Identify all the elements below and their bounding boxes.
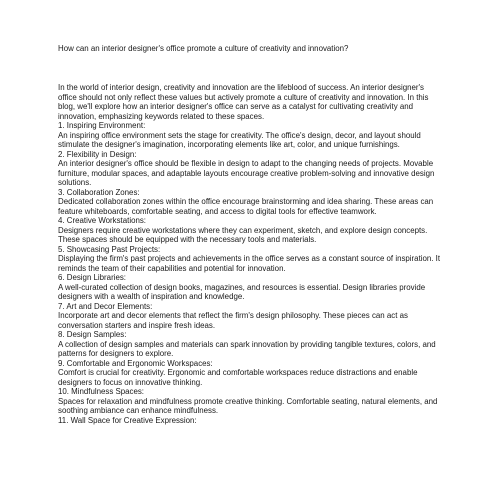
section-heading: 11. Wall Space for Creative Expression: (58, 415, 197, 425)
section-heading: 3. Collaboration Zones: (58, 187, 140, 197)
section-body: Dedicated collaboration zones within the office encourage brainstorming and idea sharing. These areas can feature whiteboards, comfortable seating, and access to digital tools for effective teamwork. (58, 197, 434, 216)
section-heading: 8. Design Samples: (58, 330, 127, 339)
section-heading: 9. Comfortable and Ergonomic Workspaces: (58, 358, 213, 368)
section-heading: 5. Showcasing Past Projects: (58, 244, 161, 254)
section-body: An inspiring office environment sets the stage for creativity. The office's design, decor, and layout should stimulate the designer's imagination, incorporating elements like art, color, and unique furnishings. (58, 130, 421, 149)
section-body: Designers require creative workstations where they can experiment, sketch, and explore design concepts. These spaces should be equipped with the necessary tools and materials. (58, 225, 428, 244)
section-heading: 7. Art and Decor Elements: (58, 301, 153, 311)
section-body: An interior designer's office should be flexible in design to adapt to the changing needs of projects. Movable furniture, modular spaces, and adaptable layouts encourage creative problem-solving and innovative design solutions. (58, 159, 435, 187)
question-heading: How can an interior designer's office promote a culture of creativity and innovation? (58, 44, 349, 53)
section-body: Displaying the firm's past projects and achievements in the office serves as a constant source of inspiration. It reminds the team of their capabilities and potential for innovation. (58, 254, 441, 273)
intro-paragraph: In the world of interior design, creativity and innovation are the lifeblood of success. An interior designer's office should not only reflect these values but actively promote a culture of creativity and innovation. In this blog, we'll explore how an interior designer's office can serve as a catalyst for cultivating creativity and innovation, emphasizing keywords related to these spaces. (58, 83, 429, 121)
section-heading: 6. Design Libraries: (58, 273, 126, 282)
section-body: Spaces for relaxation and mindfulness promote creative thinking. Comfortable seating, natural elements, and soothing ambiance can enhance mindfulness. (58, 396, 438, 415)
section-body: Incorporate art and decor elements that reflect the firm's design philosophy. These pieces can act as conversation starters and inspire fresh ideas. (58, 311, 408, 330)
section-body: A collection of design samples and materials can spark innovation by providing tangible textures, colors, and patterns for designers to explore. (58, 339, 436, 358)
section-heading: 4. Creative Workstations: (58, 216, 146, 225)
section-heading: 2. Flexibility in Design: (58, 149, 137, 159)
section-heading: 10. Mindfulness Spaces: (58, 387, 144, 396)
section-heading: 1. Inspiring Environment: (58, 121, 146, 130)
section-body: A well-curated collection of design books, magazines, and resources is essential. Design libraries provide designers with a wealth of inspiration and knowledge. (58, 282, 426, 301)
article-body (58, 83, 444, 425)
section-body: Comfort is crucial for creativity. Ergonomic and comfortable workspaces reduce distractions and enable designers to focus on innovative thinking. (58, 368, 418, 387)
